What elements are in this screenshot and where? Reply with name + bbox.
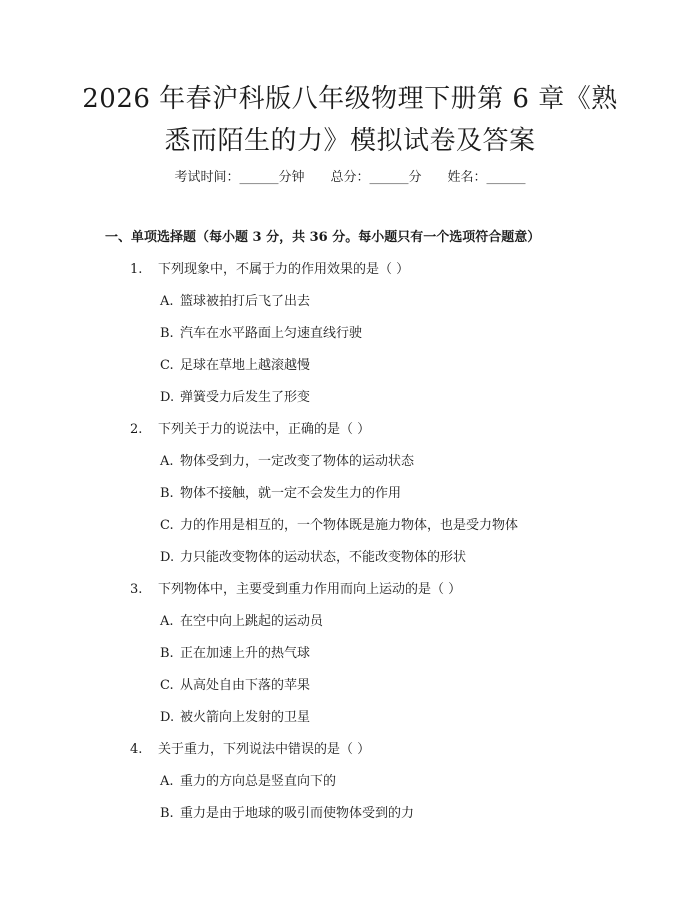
question-2-option-c — [160, 516, 518, 536]
option-text: 在空中向上跳起的运动员 — [180, 614, 324, 629]
option-text: 足球在草地上越滚越慢 — [180, 358, 311, 373]
option-text: 物体受到力，一定改变了物体的运动状态 — [180, 454, 415, 469]
question-text: 下列物体中，主要受到重力作用而向上运动的是（ ） — [158, 582, 462, 597]
question-1-option-a — [160, 292, 310, 312]
option-text: 重力的方向总是竖直向下的 — [180, 774, 337, 789]
option-letter: A. — [160, 614, 174, 629]
exam-title-line2: 悉而陌生的力》模拟试卷及答案 — [164, 126, 536, 156]
option-letter: B. — [160, 326, 174, 341]
option-letter: A. — [160, 774, 174, 789]
question-4-option-a — [160, 772, 336, 792]
question-4 — [130, 740, 370, 760]
option-letter: B. — [160, 646, 174, 661]
question-3-option-a — [160, 612, 323, 632]
question-text: 关于重力，下列说法中错误的是（ ） — [158, 742, 371, 757]
question-2-option-a — [160, 452, 414, 472]
section-heading: 一、单项选择题（每小题 3 分，共 36 分。每小题只有一个选项符合题意） — [105, 230, 541, 245]
question-3-option-c — [160, 676, 310, 696]
exam-info-line — [0, 168, 700, 188]
option-letter: A. — [160, 294, 174, 309]
option-text: 从高处自由下落的苹果 — [180, 678, 311, 693]
question-number: 2. — [130, 422, 143, 437]
option-letter: A. — [160, 454, 174, 469]
question-3-option-b — [160, 644, 310, 664]
question-3 — [130, 580, 461, 600]
exam-name-label: 姓名：______ — [447, 170, 526, 185]
question-number: 1. — [130, 262, 143, 277]
option-letter: C. — [160, 678, 174, 693]
exam-score-label: 总分：______分 — [330, 170, 422, 185]
option-letter: B. — [160, 486, 174, 501]
question-text: 下列现象中，不属于力的作用效果的是（ ） — [158, 262, 410, 277]
option-letter: C. — [160, 518, 174, 533]
option-letter: D. — [160, 710, 175, 725]
question-1-option-c — [160, 356, 310, 376]
question-3-option-d — [160, 708, 310, 728]
option-letter: D. — [160, 390, 175, 405]
option-text: 篮球被拍打后飞了出去 — [180, 294, 311, 309]
option-text: 物体不接触，就一定不会发生力的作用 — [180, 486, 402, 501]
option-text: 被火箭向上发射的卫星 — [180, 710, 311, 725]
question-1-option-b — [160, 324, 362, 344]
option-text: 重力是由于地球的吸引而使物体受到的力 — [180, 806, 415, 821]
exam-title — [70, 78, 630, 162]
option-text: 汽车在水平路面上匀速直线行驶 — [180, 326, 363, 341]
question-4-option-b — [160, 804, 414, 824]
option-letter: C. — [160, 358, 174, 373]
question-number: 3. — [130, 582, 143, 597]
exam-time-label: 考试时间：______分钟 — [174, 170, 305, 185]
question-2-option-d — [160, 548, 466, 568]
question-1-option-d — [160, 388, 310, 408]
option-letter: B. — [160, 806, 174, 821]
question-1 — [130, 260, 409, 280]
question-2-option-b — [160, 484, 401, 504]
option-letter: D. — [160, 550, 175, 565]
exam-title-line1: 2026 年春沪科版八年级物理下册第 6 章《熟 — [82, 84, 618, 114]
question-number: 4. — [130, 742, 143, 757]
option-text: 正在加速上升的热气球 — [180, 646, 311, 661]
option-text: 力的作用是相互的，一个物体既是施力物体，也是受力物体 — [180, 518, 519, 533]
option-text: 弹簧受力后发生了形变 — [180, 390, 311, 405]
question-2 — [130, 420, 370, 440]
question-text: 下列关于力的说法中，正确的是（ ） — [158, 422, 371, 437]
option-text: 力只能改变物体的运动状态，不能改变物体的形状 — [180, 550, 467, 565]
